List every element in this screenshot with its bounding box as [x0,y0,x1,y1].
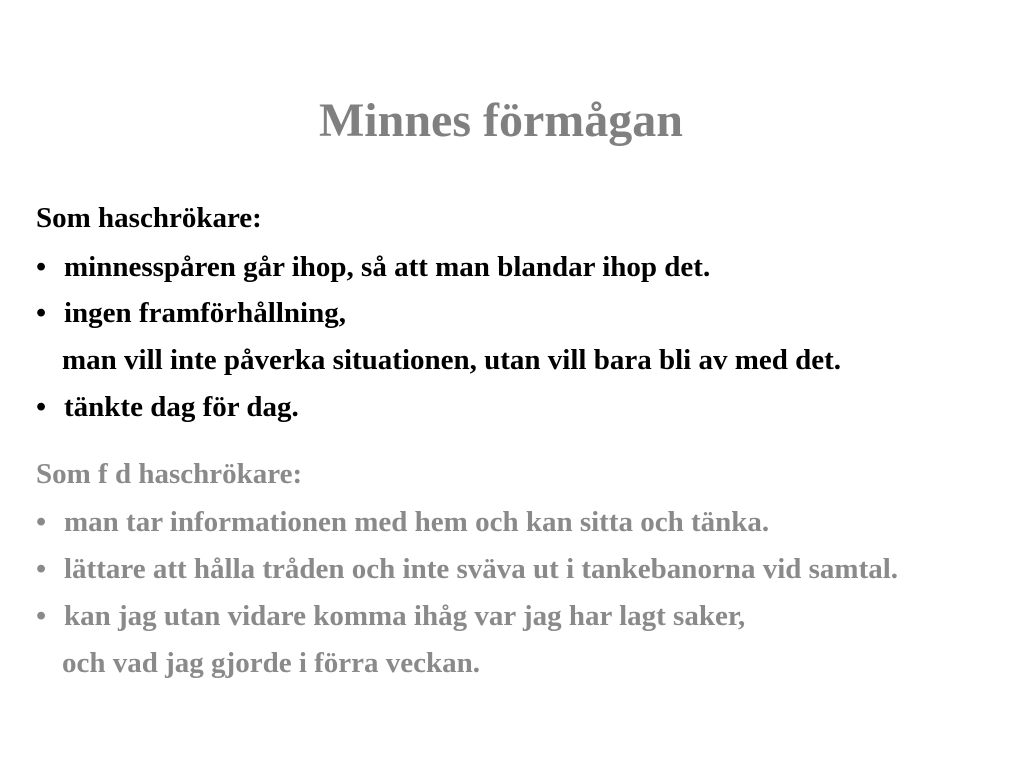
section1-item-2-continuation: man vill inte påverka situationen, utan vill bara bli av med det. [62,344,842,376]
bullet-icon: • [36,297,47,329]
section1-item-3 [36,389,299,425]
section2-heading: Som f d haschrökare: [36,458,303,490]
section1-item-3-text: tänkte dag för dag. [64,391,299,423]
section2-item-2 [36,551,898,587]
section2-item-3 [36,598,745,634]
section2-item-3-text: kan jag utan vidare komma ihåg var jag har lagt saker, [64,600,746,632]
section1-item-1 [36,249,710,285]
section2-item-1 [36,504,769,540]
section2-item-1-text: man tar informationen med hem och kan sitta och tänka. [64,506,770,538]
section1-item-2-text: ingen framförhållning, [64,297,346,329]
section1-item-2 [36,295,346,331]
section1-item-1-text: minnesspåren går ihop, så att man blandar ihop det. [64,251,711,283]
section2-item-2-text: lättare att hålla tråden och inte sväva ut i tankebanorna vid samtal. [64,553,899,585]
bullet-icon: • [36,553,47,585]
slide-title: Minnes förmågan [319,94,683,147]
bullet-icon: • [36,506,47,538]
bullet-icon: • [36,391,47,423]
bullet-icon: • [36,600,47,632]
section2-item-3-continuation: och vad jag gjorde i förra veckan. [62,647,481,679]
bullet-icon: • [36,251,47,283]
section1-heading: Som haschrökare: [36,202,262,234]
